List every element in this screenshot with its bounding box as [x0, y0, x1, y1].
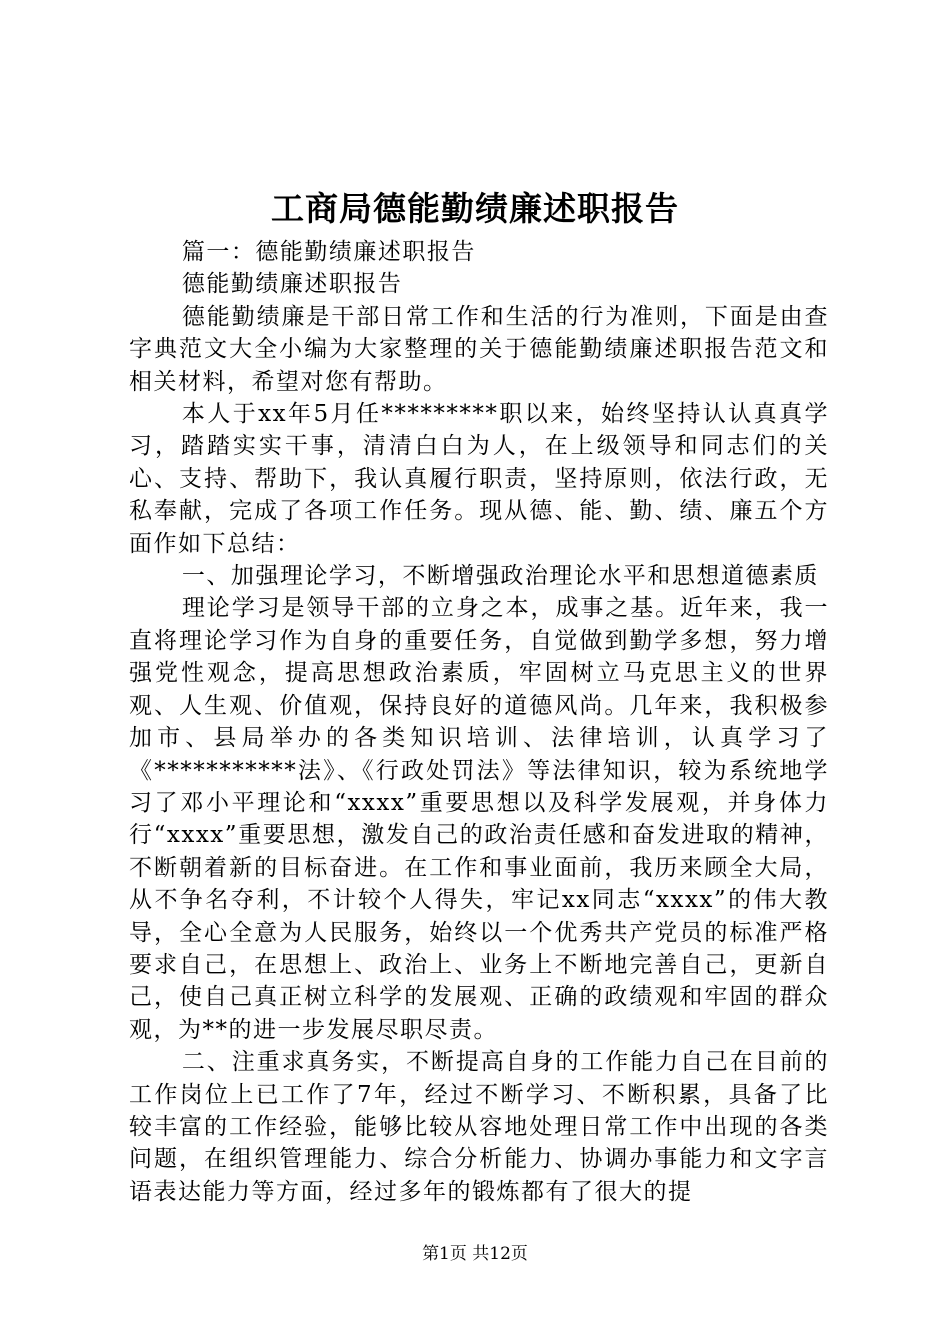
paragraph-section-heading: 篇一：德能勤绩廉述职报告: [181, 239, 476, 265]
paragraph-theory-study: 理论学习是领导干部的立身之本，成事之基。近年来，我一直将理论学习作为自身的重要任务，自觉做到勤学多想，努力增强党性观念，提高思想政治素质，牢固树立马克思主义的世界观、人生观、价值观，保持良好的道德风尚。几年来，我积极参加市、县局举办的各类知识培训、法律培训，认真学习了《***********法》、《行政处罚法》等法律知识，较为系统地学习了邓小平理论和“xxxx”重要思想以及科学发展观，并身体力行“xxxx”重要思想，激发自己的政治责任感和奋发进取的精神，不断朝着新的目标奋进。在工作和事业面前，我历来顾全大局，从不争名夺利，不计较个人得失，牢记xx同志“xxxx”的伟大教导，全心全意为人民服务，始终以一个优秀共产党员的标准严格要求自己，在思想上、政治上、业务上不断地完善自己，更新自己，使自己真正树立科学的发展观、正确的政绩观和牢固的群众观，为**的进一步发展尽职尽责。: [129, 595, 829, 1043]
page-footer: 第1页 共12页: [422, 1244, 528, 1264]
document-body: [129, 236, 829, 1208]
paragraph-intro: 德能勤绩廉是干部日常工作和生活的行为准则，下面是由查字典范文大全小编为大家整理的关于德能勤绩廉述职报告范文和相关材料，希望对您有帮助。: [129, 303, 829, 395]
paragraph-heading-one: 一、加强理论学习，不断增强政治理论水平和思想道德素质: [181, 563, 819, 590]
paragraph-subtitle: 德能勤绩廉述职报告: [181, 271, 403, 298]
document-title: 工商局德能勤绩廉述职报告: [271, 189, 679, 228]
paragraph-overview: 本人于xx年5月任*********职以来，始终坚持认认真真学习，踏踏实实干事，清清白白为人，在上级领导和同志们的关心、支持、帮助下，我认真履行职责，坚持原则，依法行政，无私奉献，完成了各项工作任务。现从德、能、勤、绩、廉五个方面作如下总结：: [129, 401, 829, 557]
paragraph-heading-two: 二、注重求真务实，不断提高自身的工作能力自己在目前的工作岗位上已工作了7年，经过不断学习、不断积累，具备了比较丰富的工作经验，能够比较从容地处理日常工作中出现的各类问题，在组织管理能力、综合分析能力、协调办事能力和文字言语表达能力等方面，经过多年的锻炼都有了很大的提: [129, 1049, 829, 1205]
